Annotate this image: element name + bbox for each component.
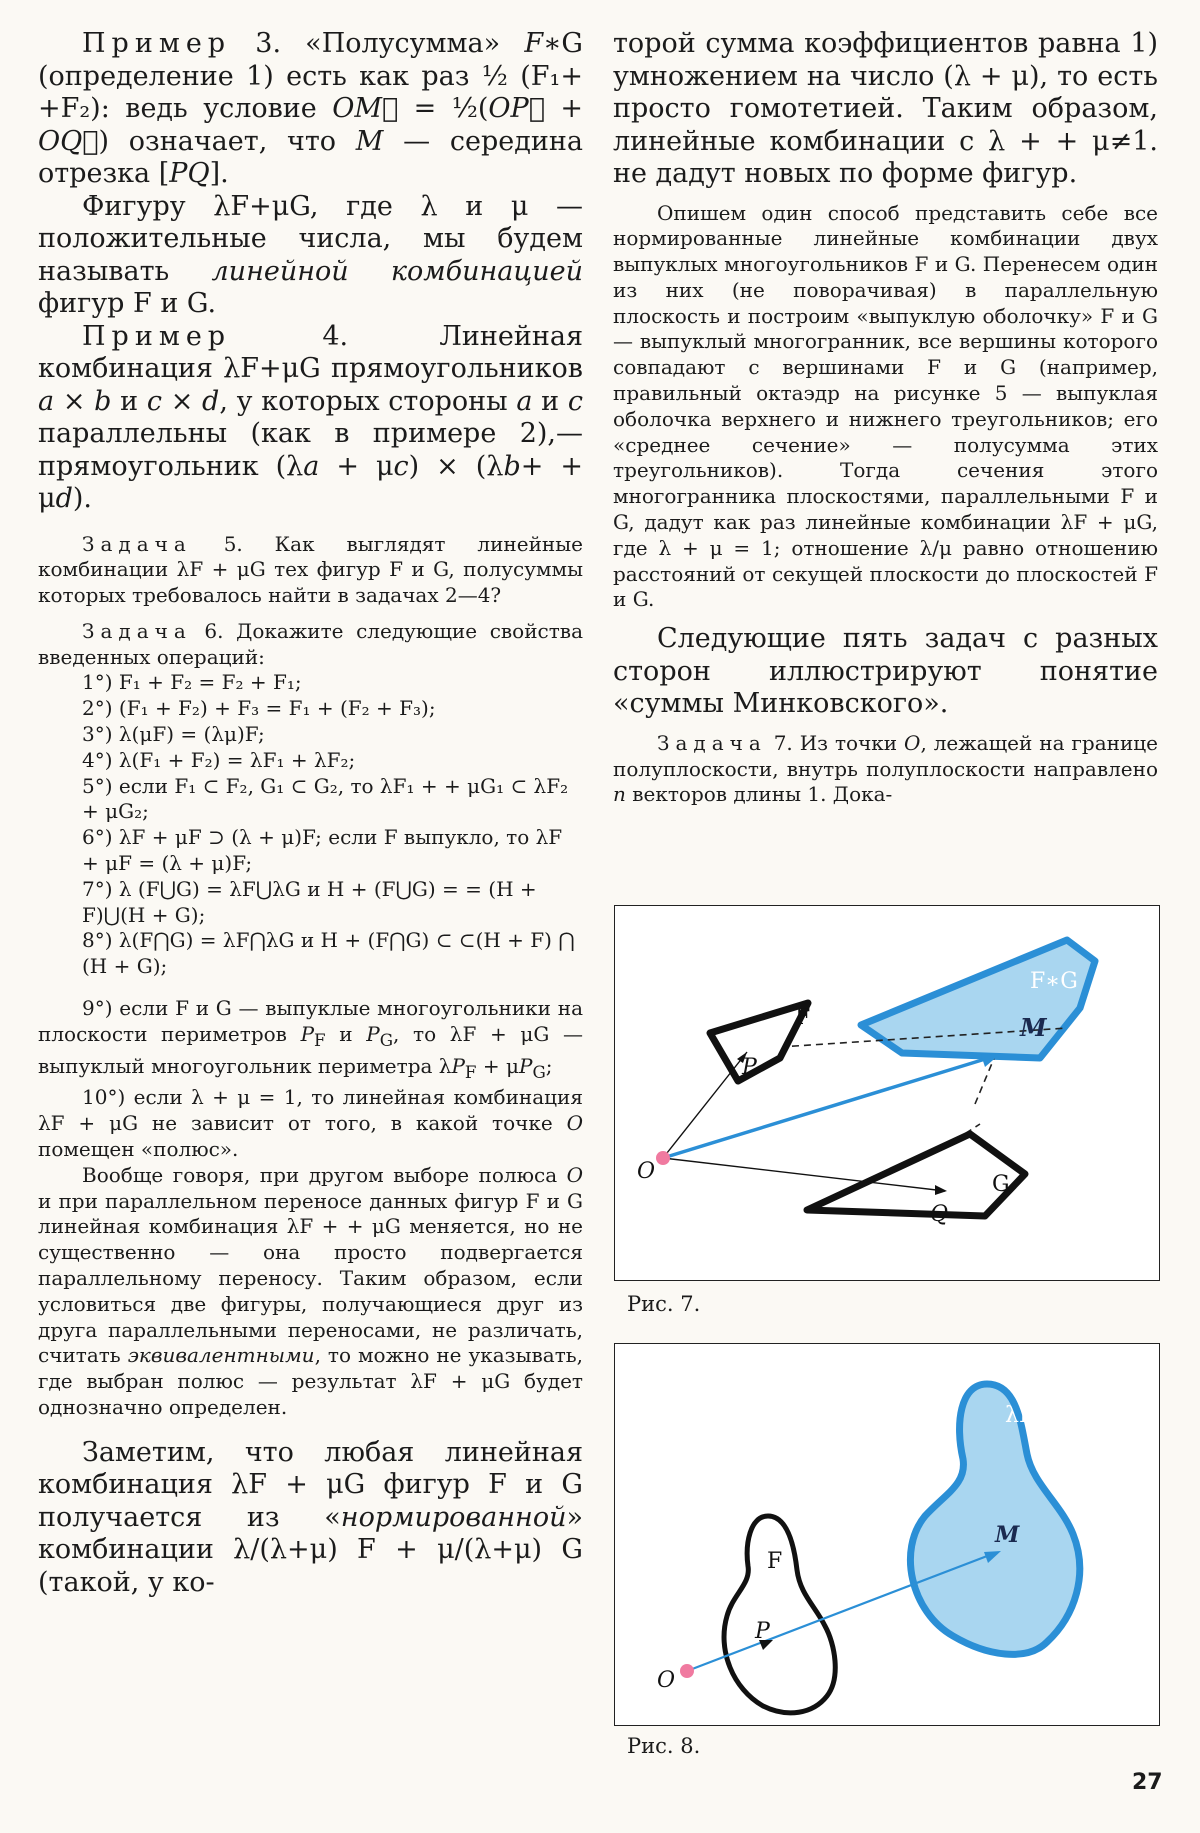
pole-point (680, 1664, 694, 1678)
minkowski-half-sum-shape (861, 940, 1095, 1058)
figure-7-caption: Рис. 7. (627, 1292, 701, 1316)
label-G: G (992, 1172, 1010, 1197)
property-item: 5°) если F₁ ⊂ F₂, G₁ ⊂ G₂, то λF₁ + + μG₁ ⊂ λF₂ + μG₂; (82, 773, 569, 824)
property-item: 8°) λ(F⋂G) = λF⋂λG и H + (F⋂G) ⊂ ⊂(H + F) ⋂ (H + G); (82, 928, 575, 979)
figure-7-drawing (615, 906, 1159, 1280)
minkowski-intro: Следующие пять задач с разных сторон иллюстрируют понятие «суммы Минковского». (613, 623, 1158, 720)
label-F: F (767, 1549, 783, 1574)
label-M: M (995, 1522, 1020, 1548)
page-number: 27 (1132, 1770, 1163, 1795)
task-5: Задача 5. Как выглядят линейные комбинации λF + μG тех фигур F и G, полусуммы которых требовалось найти в задачах 2—4? (38, 531, 583, 608)
label-M: M (1020, 1013, 1047, 1042)
figure-F (710, 1003, 811, 1081)
example-4: Пример 4. Линейная комбинация λF+μG прямоугольников a × b и c × d, у которых стороны a и c параллельны (как в примере 2),— прямоугольник (λa + μc) × (λb+ + μd). (38, 320, 583, 514)
example-3: Пример 3. «Полусумма» F∗G (определение 1) есть как раз ½ (F₁+ +F₂): ведь условие OM⃗ = ½(OP⃗ + OQ⃗) означает, что M — середина отрезка [PQ]. (38, 28, 583, 189)
properties-list (38, 670, 583, 980)
label-Q: Q (930, 1202, 949, 1227)
figure-8-drawing (615, 1344, 1159, 1725)
property-item: 7°) λ (F⋃G) = λF⋃λG и H + (F⋃G) = = (H + F)⋃(H + G); (82, 876, 537, 927)
label-P: P (742, 1055, 757, 1080)
linear-combination-definition: Фигуру λF+μG, где λ и μ — положительные числа, мы будем называть линейной комбинацией фигур F и G. (38, 190, 583, 319)
property-item: 3°) λ(μF) = (λμ)F; (82, 722, 265, 747)
property-item: 6°) λF + μF ⊃ (λ + μ)F; если F выпукло, то λF + μF = (λ + μ)F; (82, 825, 563, 876)
label-F: F (795, 1005, 811, 1030)
task-6: Задача 6. Докажите следующие свойства введенных операций: (38, 618, 583, 669)
property-item: 4°) λ(F₁ + F₂) = λF₁ + λF₂; (82, 747, 356, 772)
scaled-figure-lambda-F (910, 1384, 1079, 1654)
left-column (38, 28, 583, 1599)
label-FG: F∗G (1030, 969, 1078, 994)
figure-8 (614, 1343, 1160, 1726)
property-item: 1°) F₁ + F₂ = F₂ + F₁; (82, 670, 302, 695)
property-item: 2°) (F₁ + F₂) + F₃ = F₁ + (F₂ + F₃); (82, 696, 436, 721)
label-lambda-F: λF (1005, 1403, 1035, 1428)
equivalence-paragraph: Вообще говоря, при другом выборе полюса O и при параллельном переносе данных фигур F и G линейная комбинация λF + + μG меняется, но не существенно — она просто подвергается параллельному переносу. Таким образом, если условиться две фигуры, получающиеся друг из друга параллельными переносами, не различать, считать эквивалентными, то можно не указывать, где выбран полюс — результат λF + μG будет однозначно определен. (38, 1162, 583, 1419)
figure-7 (614, 905, 1160, 1281)
pole-point (656, 1151, 670, 1165)
normalized-combination: Заметим, что любая линейная комбинация λF + μG фигур F и G получается из «нормированной» комбинации λ/(λ+μ) F + μ/(λ+μ) G (такой, у ко- (38, 1436, 583, 1598)
label-O: O (657, 1668, 676, 1693)
convex-hull-paragraph: Опишем один способ представить себе все нормированные линейные комбинации двух выпуклых многоугольников F и G. Перенесем один из них (не поворачивая) в параллельную плоскость и построим «выпуклую оболочку» F и G — выпуклый многогранник, все вершины которого совпадают с вершинами F и G (например, правильный октаэдр на рисунке 5 — выпуклая оболочка верхнего и нижнего треугольников; его «среднее сечение» — полусумма этих треугольников). Тогда сечения этого многогранника плоскостями, параллельными F и G, дадут как раз линейные комбинации λF + μG, где λ + μ = 1; отношение λ/μ равно отношению расстояний от секущей плоскости до плоскостей F и G. (613, 200, 1158, 612)
figure-F (724, 1516, 835, 1713)
task-7: Задача 7. Из точки O, лежащей на границе полуплоскости, внутрь полуплоскости направлено n векторов длины 1. Дока- (613, 730, 1158, 807)
label-P: P (755, 1619, 770, 1644)
figure-8-caption: Рис. 8. (627, 1734, 701, 1758)
label-O: O (637, 1159, 656, 1184)
homothety-paragraph: торой сумма коэффициентов равна 1) умножением на число (λ + μ), то есть просто гомотетией. Таким образом, линейные комбинации с λ + + μ≠1. не дадут новых по форме фигур. (613, 28, 1158, 189)
vector-OP (663, 1052, 747, 1158)
property-10: 10°) если λ + μ = 1, то линейная комбинация λF + μG не зависит от того, в какой точке O помещен «полюс». (38, 1085, 583, 1162)
right-column (613, 28, 1158, 808)
property-9: 9°) если F и G — выпуклые многоугольники на плоскости периметров $P_F$ и $P_G$, то λF + μG — выпуклый многоугольник периметра $\lambda P_F + \mu P_G$; (38, 996, 583, 1082)
